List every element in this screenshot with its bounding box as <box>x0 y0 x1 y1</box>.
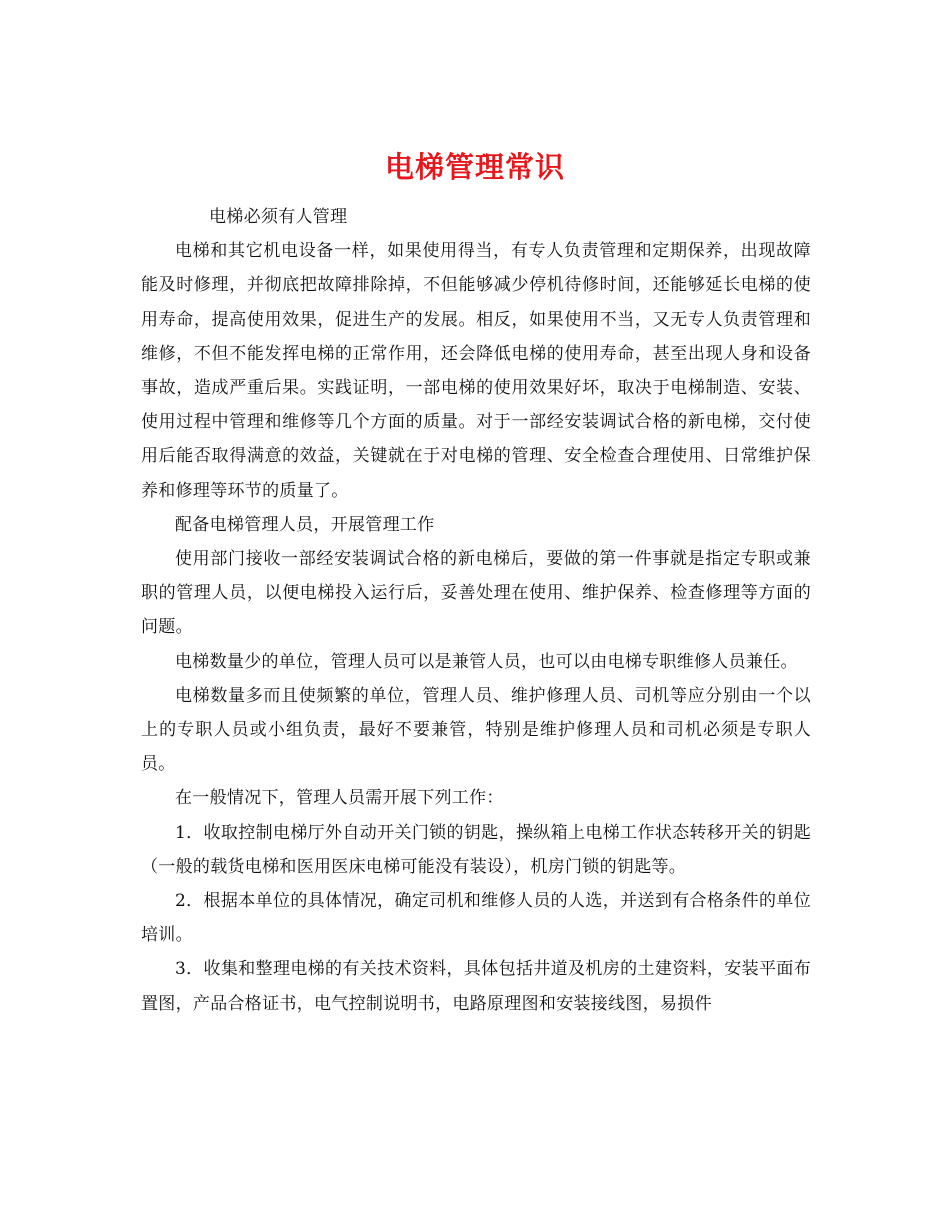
list-item-3: 3．收集和整理电梯的有关技术资料，具体包括井道及机房的土建资料，安装平面布置图，产品合格证书，电气控制说明书，电路原理图和安装接线图，易损件 <box>141 959 811 1014</box>
document-title: 电梯管理常识 <box>384 150 565 185</box>
paragraph-management-importance: 电梯和其它机电设备一样，如果使用得当，有专人负责管理和定期保养，出现故障能及时修理，并彻底把故障排除掉，不但能够减少停机待修时间，还能够延长电梯的使用寿命，提高使用效果，促进生产的发展。相反，如果使用不当，又无专人负责管理和维修，不但不能发挥电梯的正常作用，还会降低电梯的使用寿命，甚至出现人身和设备事故，造成严重后果。实践证明，一部电梯的使用效果好坏，取决于电梯制造、安装、使用过程中管理和维修等几个方面的质量。对于一部经安装调试合格的新电梯，交付使用后能否取得满意的效益，关键就在于对电梯的管理、安全检查合理使用、日常维护保养和修理等环节的质量了。 <box>141 241 811 501</box>
document-body <box>141 200 811 1021</box>
paragraph-large-units: 电梯数量多而且使频繁的单位，管理人员、维护修理人员、司机等应分别由一个以上的专职人员或小组负责，最好不要兼管，特别是维护修理人员和司机必须是专职人员。 <box>141 685 811 775</box>
paragraph-duties-intro: 在一般情况下，管理人员需开展下列工作： <box>175 788 504 809</box>
paragraph-assign-managers: 使用部门接收一部经安装调试合格的新电梯后，要做的第一件事就是指定专职或兼职的管理人员，以便电梯投入运行后，妥善处理在使用、维护保养、检查修理等方面的问题。 <box>141 549 811 638</box>
list-item-1: 1．收取控制电梯厅外自动开关门锁的钥匙，操纵箱上电梯工作状态转移开关的钥匙（一般的载货电梯和医用医床电梯可能没有装设），机房门锁的钥匙等。 <box>141 822 811 877</box>
list-item-2: 2．根据本单位的具体情况，确定司机和维修人员的人选，并送到有合格条件的单位培训。 <box>141 891 811 946</box>
section-heading-staffing: 配备电梯管理人员，开展管理工作 <box>175 514 435 535</box>
section-heading-elevator-management: 电梯必须有人管理 <box>209 207 348 227</box>
paragraph-small-units: 电梯数量少的单位，管理人员可以是兼管人员，也可以由电梯专职维修人员兼任。 <box>175 651 798 672</box>
